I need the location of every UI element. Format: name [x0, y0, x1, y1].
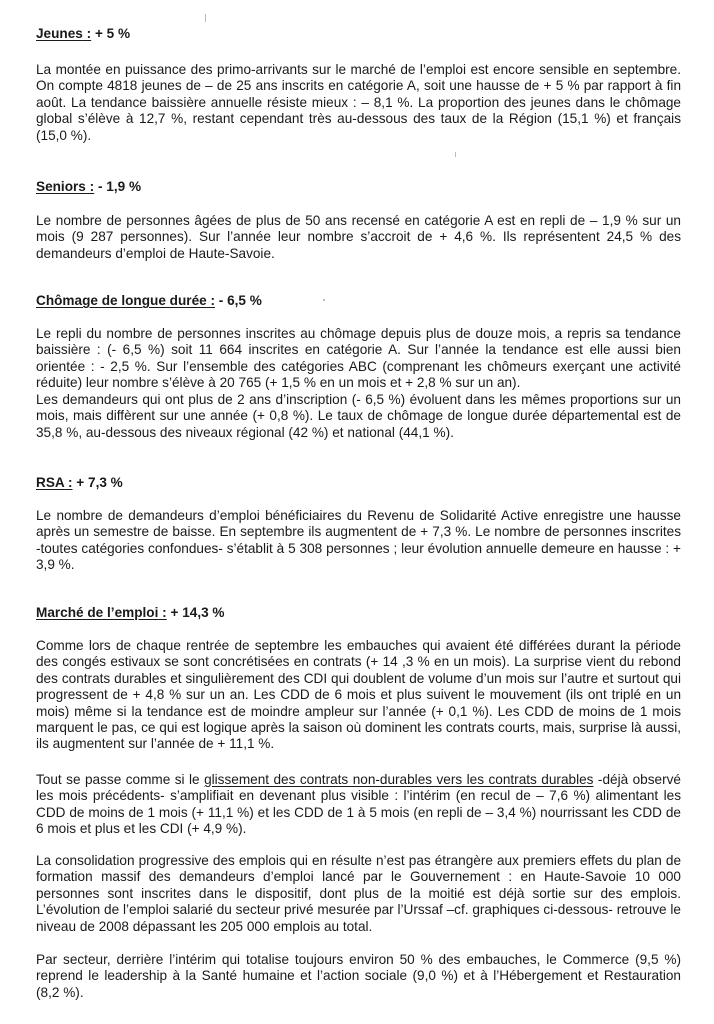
paragraph: Comme lors de chaque rentrée de septembre les embauches qui avaient été différées durant la période des congés estivaux se sont concrétisées en contrats (+ 14 ,3 % en un mois). La surprise vient du rebond des contrats durables et singulièrement des CDI qui doublent de volume d’un mois sur l’autre et surtout qui progressent de + 4,8 % sur un an. Les CDD de 6 mois et plus suivent le mouvement (ils ont triplé en un mois) même si la tendance est de moindre ampleur sur l’année (+ 0,1 %). Les CDD de moins de 1 mois marquent le pas, ce qui est logique après la saison où dominent les contrats courts, mais, surprise là aussi, ils augmentent sur l’année de + 11,1 %. [36, 638, 681, 752]
paragraph: Le repli du nombre de personnes inscrites au chômage depuis plus de douze mois, a repris sa tendance baissière : (- 6,5 %) soit 11 664 inscrites en catégorie A. Sur l’année la tendance est elle aussi bien orientée : - 2,5 %. Sur l’ensemble des catégories ABC (comprenant les chômeurs exerçant une activité réduite) leur nombre s’élève à 20 765 (+ 1,5 % en un mois et + 2,8 % sur un an). [36, 326, 681, 391]
section-value: + 7,3 % [76, 475, 123, 490]
scan-speck [205, 14, 206, 22]
section-value: + 14,3 % [170, 605, 225, 620]
scan-speck [455, 152, 456, 157]
section-value: + 5 % [94, 26, 131, 41]
paragraph: La consolidation progressive des emplois qui en résulte n’est pas étrangère aux premiers effets du plan de formation massif des demandeurs d’emploi lancé par le Gouvernement : en Haute-Savoie 10 000 personnes sont inscrites dans le dispositif, dont plus de la moitié est déjà sortie sur des emplois. L’évolution de l’emploi salarié du secteur privé mesurée par l’Urssaf –cf. graphiques ci-dessous- retrouve le niveau de 2008 dépassant les 205 000 emplois au total. [36, 853, 681, 934]
scan-speck [323, 299, 325, 301]
section-title: Jeunes [36, 26, 83, 41]
section-heading-rsa: RSA : + 7,3 % [36, 475, 123, 490]
section-title: Seniors [36, 179, 86, 194]
underlined-phrase: glissement des contrats non-durables vers les contrats durables [204, 772, 594, 787]
section-title: RSA [36, 475, 65, 490]
paragraph: La montée en puissance des primo-arrivants sur le marché de l’emploi est encore sensible en septembre. On compte 4818 jeunes de – de 25 ans inscrits en catégorie A, soit une hausse de + 5 % par rapport à fin août. La tendance baissière annuelle résiste mieux : – 8,1 %. La proportion des jeunes dans le chômage global s’élève à 12,7 %, restant cependant très au-dessous des taux de la Région (15,1 %) et français (15,0 %). [36, 62, 681, 143]
section-title: Marché de l’emploi [36, 605, 159, 620]
paragraph: Les demandeurs qui ont plus de 2 ans d’inscription (- 6,5 %) évoluent dans les mêmes proportions sur un mois, mais diffèrent sur une année (+ 0,8 %). Le taux de chômage de longue durée départemental est de 35,8 %, au-dessous des niveaux régional (42 %) et national (44,1 %). [36, 392, 681, 440]
paragraph: Le nombre de personnes âgées de plus de 50 ans recensé en catégorie A est en repli de – 1,9 % sur un mois (9 287 personnes). Sur l’année leur nombre s’accroit de + 4,6 %. Ils représentent 24,5 % des demandeurs d’emploi de Haute-Savoie. [36, 213, 681, 261]
section-heading-chomage-longue-duree: Chômage de longue durée : - 6,5 % [36, 293, 262, 308]
paragraph-text: -déjà observé les mois précédents- s’amplifiait en devenant plus visible : l’intérim (en recul de – 7,6 %) alimentant les CDD de moins de 1 mois (+ 11,1 %) et les CDD de 1 à 5 mois (en repli de – 3,4 %) nourrissant les CDD de 6 mois et plus et les CDI (+ 4,9 %). [36, 772, 681, 837]
paragraph: Le nombre de demandeurs d’emploi bénéficiaires du Revenu de Solidarité Active enregistre une hausse après un semestre de baisse. En septembre ils augmentent de + 7,3 %. Le nombre de personnes inscrites -toutes catégories confondues- s’établit à 5 308 personnes ; leur évolution annuelle demeure en hausse : + 3,9 %. [36, 508, 681, 573]
section-heading-seniors: Seniors : - 1,9 % [36, 179, 142, 194]
section-title: Chômage de longue durée [36, 293, 207, 308]
paragraph [36, 772, 681, 838]
section-heading-marche-emploi: Marché de l’emploi : + 14,3 % [36, 605, 225, 620]
section-heading-jeunes: Jeunes : + 5 % [36, 26, 131, 41]
section-value: - 1,9 % [97, 179, 142, 194]
paragraph-text: Tout se passe comme si le [36, 772, 205, 787]
paragraph: Par secteur, derrière l’intérim qui totalise toujours environ 50 % des embauches, le Commerce (9,5 %) reprend le leadership à la Santé humaine et l’action sociale (9,0 %) et à l’Hébergement et Restauration (8,2 %). [36, 952, 681, 1000]
section-value: - 6,5 % [218, 293, 262, 308]
